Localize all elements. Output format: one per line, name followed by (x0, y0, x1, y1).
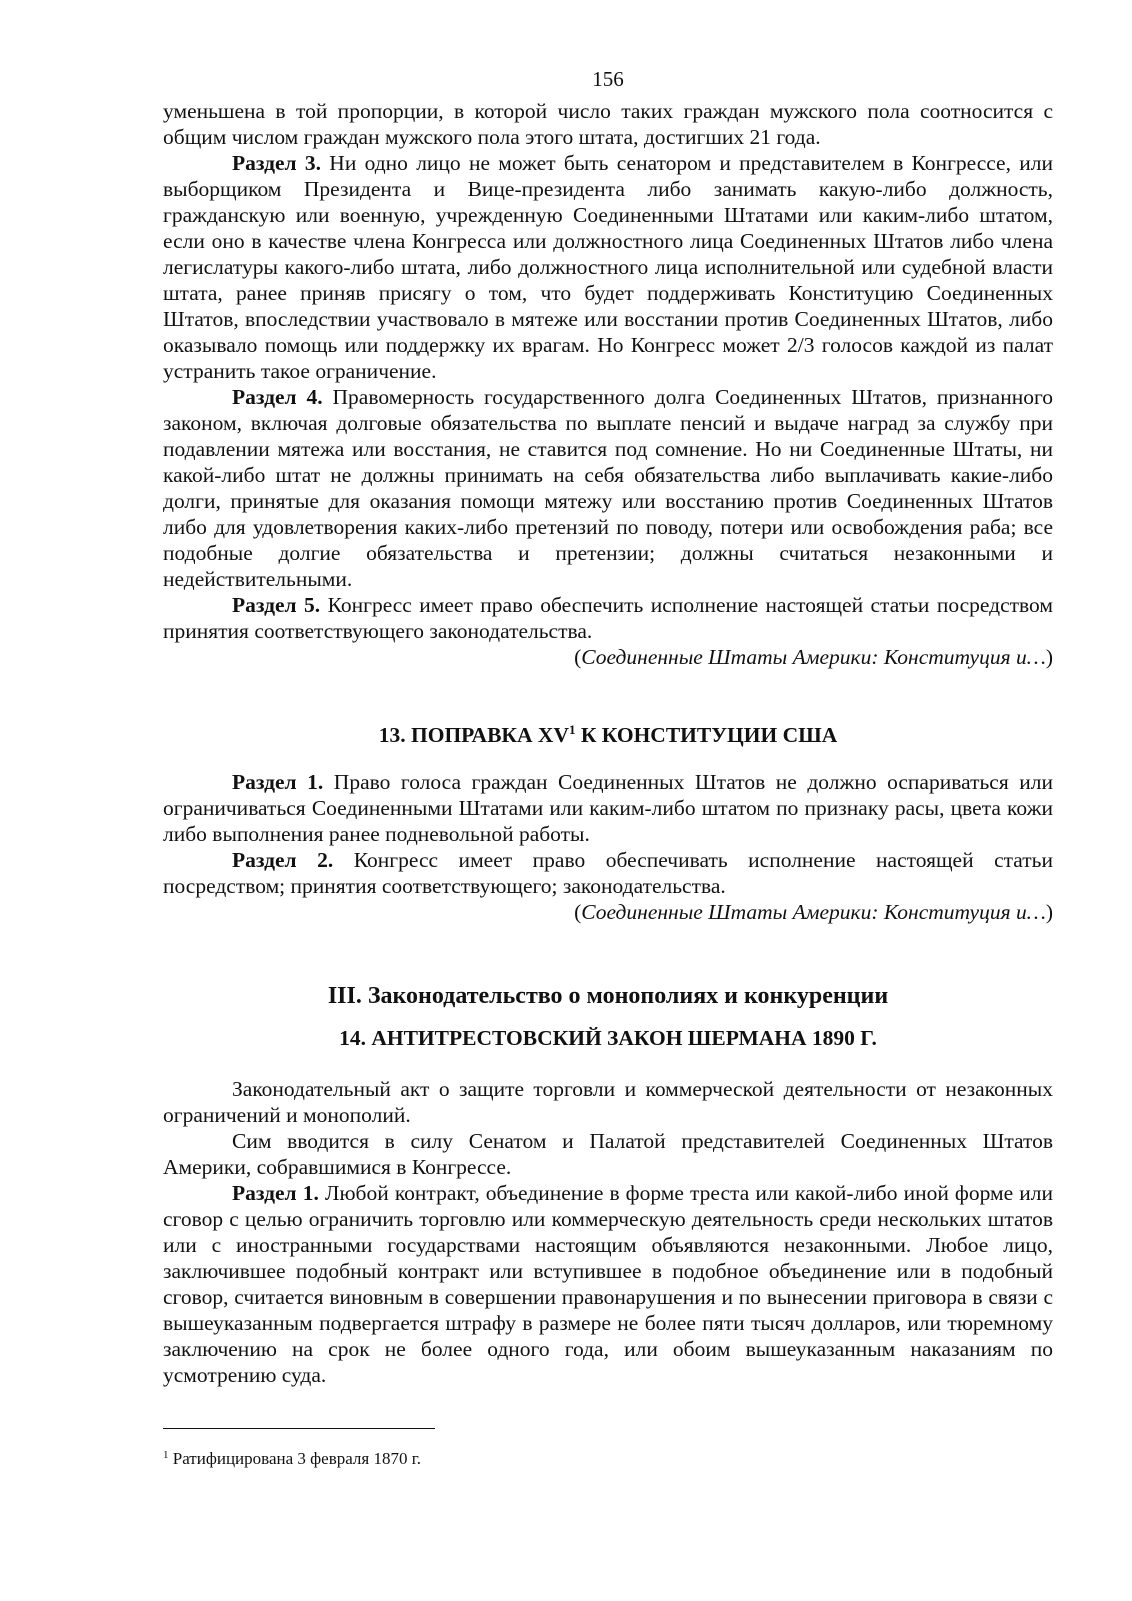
sherman-intro-1: Законодательный акт о защите торговли и коммерческой деятельности от незаконных ограничений и монополий. (163, 1077, 1053, 1127)
section-text: Право голоса граждан Соединенных Штатов не должно оспариваться или ограничиваться Соединенными Штатами или каким-либо штатом по признаку расы, цвета кожи либо выполнения ранее подневольной работы. (163, 770, 1053, 846)
section-label: Раздел 1. (232, 1181, 319, 1205)
section-label: Раздел 2. (232, 848, 334, 872)
footnote-ref: 1 (568, 722, 576, 737)
amend15-source: (Соединенные Штаты Америки: Конституция и…) (574, 900, 1053, 924)
footnote (163, 1448, 421, 1470)
page-number: 156 (592, 67, 624, 91)
amend14-section4 (163, 384, 1053, 592)
section-label: Раздел 4. (232, 385, 323, 409)
footnote-marker: 1 (163, 1449, 169, 1461)
section-label: Раздел 1. (232, 770, 324, 794)
section-text: Конгресс имеет право обеспечить исполнение настоящей статьи посредством принятия соответствующего законодательства. (163, 593, 1053, 643)
footnote-text: Ратифицирована 3 февраля 1870 г. (168, 1449, 422, 1468)
section-label: Раздел 3. (232, 151, 322, 175)
section-text: Конгресс имеет право обеспечивать исполнение настоящей статьи посредством; принятия соответствующего; законодательства. (163, 848, 1053, 898)
document-page (163, 66, 1053, 1388)
section-text: Ни одно лицо не может быть сенатором и представителем в Конгрессе, или выборщиком Президента и Вице-президента либо занимать какую-либо должность, гражданскую или военную, учрежденную Соединенными Штатами или каким-либо штатом, если оно в качестве члена Конгресса или должностного лица Соединенных Штатов либо члена легислатуры какого-либо штата, либо должностного лица исполнительной или судебной власти штата, ранее приняв присягу о том, что будет поддерживать Конституцию Соединенных Штатов, впоследствии участвовало в мятеже или восстании против Соединенных Штатов, либо оказывало помощь или поддержку их врагам. Но Конгресс может 2/3 голосов каждой из палат устранить такое ограничение. (163, 151, 1053, 383)
footnote-divider (163, 1428, 435, 1429)
amend14-section3 (163, 150, 1053, 384)
sherman-section1 (163, 1180, 1053, 1388)
sherman-heading: 14. АНТИТРЕСТОВСКИЙ ЗАКОН ШЕРМАНА 1890 Г. (339, 1026, 877, 1050)
amend15-heading: 13. ПОПРАВКА $XV^1$ К КОНСТИТУЦИИ США (378, 722, 838, 747)
continuation-paragraph: уменьшена в той пропорции, в которой число таких граждан мужского пола соотносится с общим числом граждан мужского пола этого штата, достигших 21 года. (163, 99, 1053, 149)
section-text: Правомерность государственного долга Соединенных Штатов, признанного законом, включая долговые обязательства по выплате пенсий и выдаче наград за службу при подавлении мятежа или восстания, не ставится под сомнение. Но ни Соединенные Штаты, ни какой-либо штат не должны принимать на себя обязательства либо выплачивать какие-либо долги, принятые для оказания помощи мятежу или восстанию против Соединенных Штатов либо для удовлетворения каких-либо претензий по поводу, потери или освобождения раба; все подобные долгие обязательства и претензии; должны считаться незаконными и недействительными. (163, 385, 1053, 591)
source-citation: Соединенные Штаты Америки: Конституция и… (581, 645, 1046, 669)
amend14-source: (Соединенные Штаты Америки: Конституция и…) (574, 645, 1053, 669)
amend15-section1 (163, 769, 1053, 847)
section-label: Раздел 5. (232, 593, 321, 617)
amend15-section2 (163, 847, 1053, 899)
part3-heading: III. Законодательство о монополиях и конкуренции (327, 983, 889, 1009)
source-citation: Соединенные Штаты Америки: Конституция и… (581, 900, 1046, 924)
amend14-section5 (163, 592, 1053, 644)
sherman-intro-2: Сим вводится в силу Сенатом и Палатой представителей Соединенных Штатов Америки, собравшимися в Конгрессе. (163, 1129, 1053, 1179)
section-text: Любой контракт, объединение в форме треста или какой-либо иной форме или сговор с целью ограничить торговлю или коммерческую деятельность среди нескольких штатов или с иностранными государствами настоящим объявляются незаконными. Любое лицо, заключившее подобный контракт или вступившее в подобное объединение или в подобный сговор, считается виновным в совершении правонарушения и по вынесении приговора в связи с вышеуказанным подвергается штрафу в размере не более пяти тысяч долларов, или тюремному заключению на срок не более одного года, или обоим вышеуказанным наказаниям по усмотрению суда. (163, 1181, 1053, 1387)
